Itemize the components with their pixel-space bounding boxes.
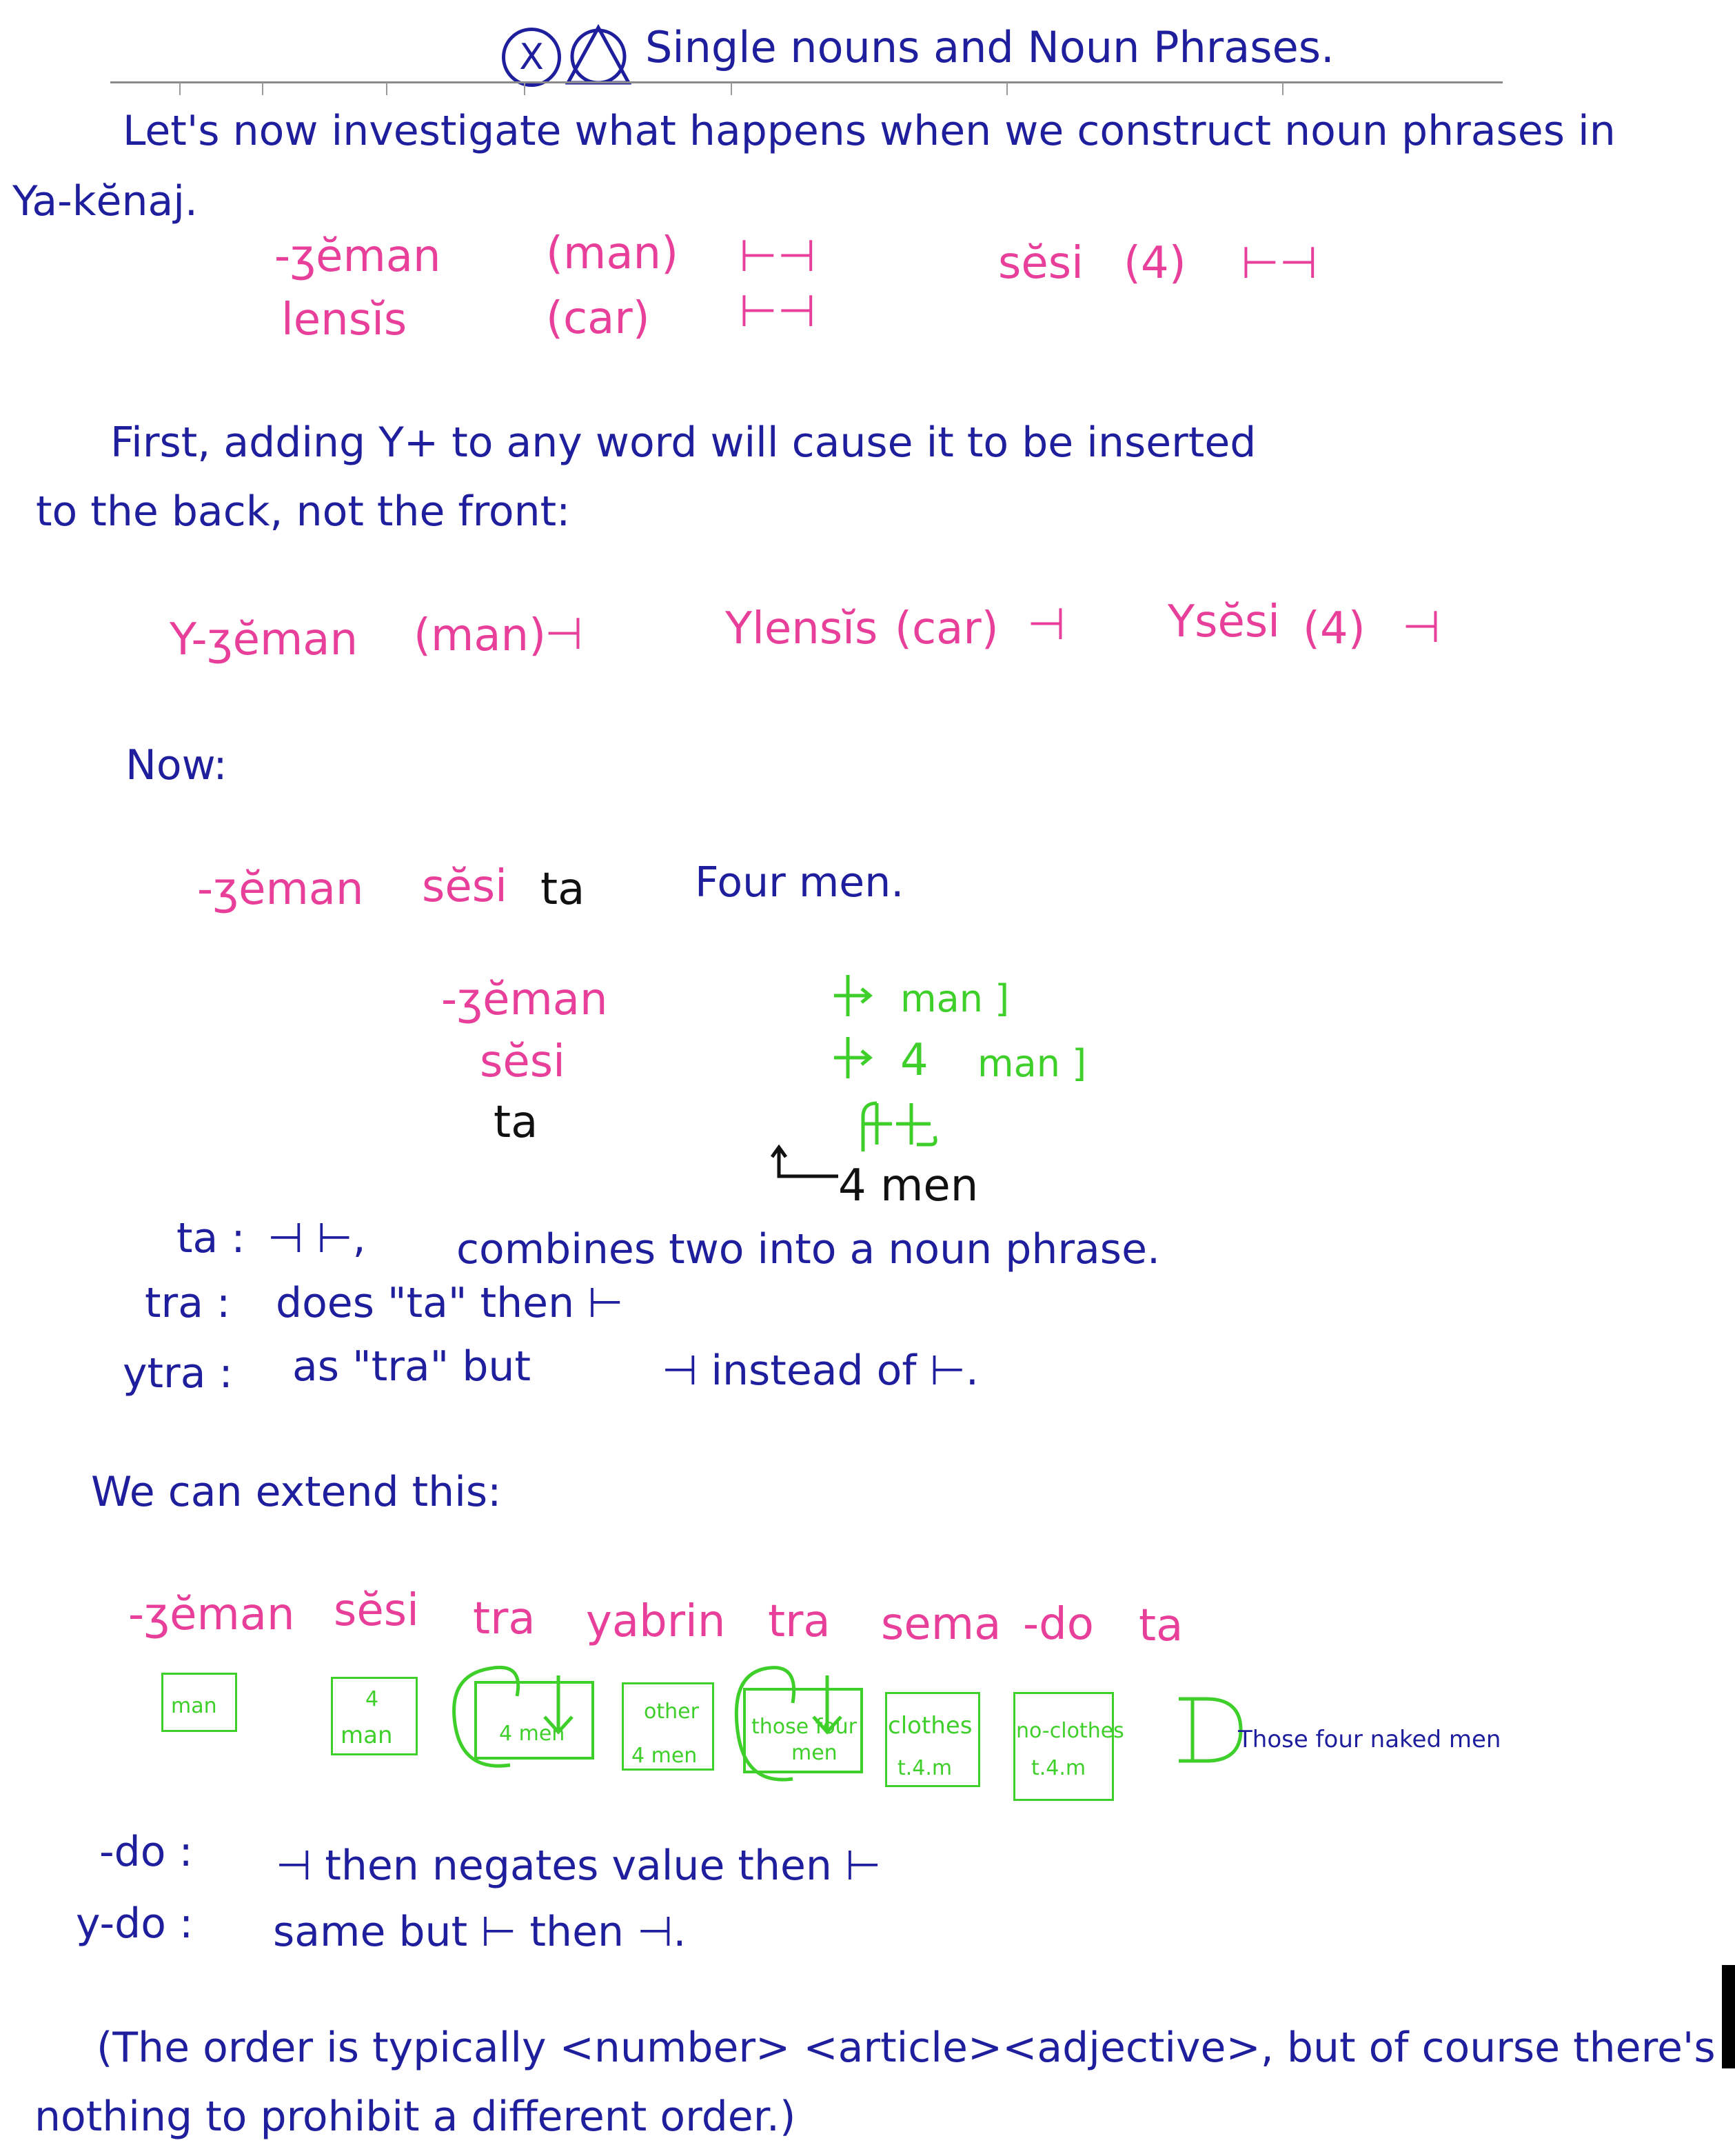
example2-word: yabrin — [586, 1596, 726, 1647]
def-do-label: -do : — [99, 1828, 193, 1876]
example2-box-bottom: man — [171, 1694, 217, 1718]
example1-gloss-man: man ] — [900, 977, 1010, 1020]
first-line-2: to the back, not the front: — [36, 487, 571, 536]
yform-four-gloss: (4) — [1303, 603, 1366, 654]
example2-word: sĕsi — [334, 1585, 419, 1636]
example1-row-ta: ta — [494, 1097, 538, 1148]
ruler-tick — [262, 83, 263, 95]
yform-car: Ylensĭs — [725, 603, 878, 654]
example1-arrow-man — [827, 968, 896, 1023]
example1-row-four: sĕsi — [480, 1036, 565, 1087]
example2-loop-arrow — [448, 1655, 600, 1779]
page-edge-mark — [1722, 1965, 1735, 2068]
yform-four-symbol: ⊣ — [1402, 602, 1441, 653]
ruler-tick — [1006, 83, 1008, 95]
example2-box-top: no-clothes — [1016, 1719, 1124, 1743]
def-tra-text: does "ta" then ⊢ — [276, 1279, 624, 1327]
example2-box-bottom: 4 men — [499, 1722, 565, 1746]
yform-car-gloss: (car) — [895, 603, 999, 654]
example2-box-top: those four — [751, 1715, 858, 1739]
example2-word: tra — [473, 1593, 536, 1644]
ruler-tick — [524, 83, 525, 95]
def-ytra-text-1: as "tra" but — [292, 1342, 531, 1391]
vocab-word-car: lensĭs — [281, 294, 407, 345]
def-tra-label: tra : — [145, 1279, 231, 1327]
example1-gloss-four-word: man ] — [977, 1042, 1087, 1085]
extend-heading: We can extend this: — [91, 1468, 502, 1516]
example2-word: ta — [1139, 1600, 1184, 1651]
example1-row-man: -ʒĕman — [441, 974, 608, 1025]
yform-four: Ysĕsi — [1168, 596, 1280, 647]
def-ta-symbol: ⊣ ⊢, — [267, 1214, 366, 1262]
vocab-word-four: sĕsi — [998, 238, 1084, 289]
vocab-symbol-man: ⊢⊣ — [739, 231, 816, 282]
example1-word-four: sĕsi — [422, 861, 507, 912]
yform-man-gloss: (man) — [414, 610, 547, 661]
circled-triangle-y-mark — [564, 23, 633, 85]
example2-word: tra — [768, 1596, 831, 1647]
example2-word: sema — [881, 1599, 1002, 1650]
intro-line-1: Let's now investigate what happens when we construct noun phrases in — [123, 107, 1616, 155]
vocab-symbol-four: ⊢⊣ — [1241, 238, 1318, 289]
example1-arrow-four — [827, 1030, 896, 1085]
ruler-tick — [386, 83, 387, 95]
example2-box-bottom: man — [341, 1722, 393, 1749]
vocab-word-man: -ʒĕman — [274, 231, 441, 282]
example2-final-loop — [1165, 1685, 1248, 1775]
note-line-2: nothing to prohibit a different order.) — [34, 2093, 796, 2141]
circled-x-letter: X — [519, 37, 544, 78]
example2-box-top: 4 — [365, 1687, 379, 1711]
example2-box-bottom: t.4.m — [897, 1756, 953, 1780]
yform-car-symbol: ⊣ — [1027, 599, 1066, 650]
example2-box-bottom: t.4.m — [1031, 1756, 1086, 1780]
now-heading: Now: — [125, 741, 227, 789]
example1-result: 4 men — [838, 1160, 979, 1211]
note-line-1: (The order is typically <number> <article><adjective>, but of course there's — [97, 2024, 1716, 2072]
def-do-text: ⊣ then negates value then ⊢ — [276, 1842, 882, 1890]
def-ydo-text: same but ⊢ then ⊣. — [273, 1908, 687, 1956]
example1-word-ta: ta — [540, 864, 585, 915]
example1-word-man: -ʒĕman — [197, 864, 364, 915]
example1-combine-arrows — [848, 1096, 951, 1158]
example1-gloss-four-num: 4 — [900, 1035, 929, 1086]
vocab-symbol-car: ⊢⊣ — [739, 286, 816, 337]
def-ta-text: combines two into a noun phrase. — [456, 1225, 1161, 1273]
intro-line-2: Ya-kĕnaj. — [12, 177, 199, 225]
ruler-tick — [731, 83, 732, 95]
circled-x-mark — [502, 28, 561, 87]
example2-word: -ʒĕman — [128, 1589, 295, 1640]
first-line-1: First, adding Y+ to any word will cause it to be inserted — [110, 419, 1257, 467]
example2-box-top: clothes — [888, 1712, 973, 1740]
def-ytra-label: ytra : — [123, 1349, 233, 1398]
result-return-arrow — [769, 1142, 845, 1190]
example2-box-bottom: 4 men — [631, 1744, 698, 1768]
example2-word: -do — [1023, 1599, 1094, 1650]
example2-result: Those four naked men — [1238, 1726, 1501, 1753]
def-ta-label: ta : — [176, 1214, 245, 1262]
example2-box-top: other — [644, 1700, 699, 1724]
vocab-gloss-four: (4) — [1124, 238, 1186, 289]
yform-man-symbol: ⊣ — [545, 609, 583, 660]
ruler-tick — [179, 83, 181, 95]
example1-translation: Four men. — [695, 858, 904, 907]
example2-box — [1013, 1692, 1114, 1801]
ruler-tick — [1282, 83, 1284, 95]
yform-man: Y-ʒĕman — [170, 614, 358, 665]
example2-box-bottom: men — [791, 1741, 838, 1765]
vocab-gloss-car: (car) — [546, 293, 650, 344]
ruler-line — [110, 81, 1503, 83]
def-ydo-label: y-do : — [76, 1900, 194, 1948]
page-title: Single nouns and Noun Phrases. — [645, 22, 1335, 72]
def-ytra-text-2: ⊣ instead of ⊢. — [662, 1347, 979, 1395]
vocab-gloss-man: (man) — [546, 228, 679, 279]
